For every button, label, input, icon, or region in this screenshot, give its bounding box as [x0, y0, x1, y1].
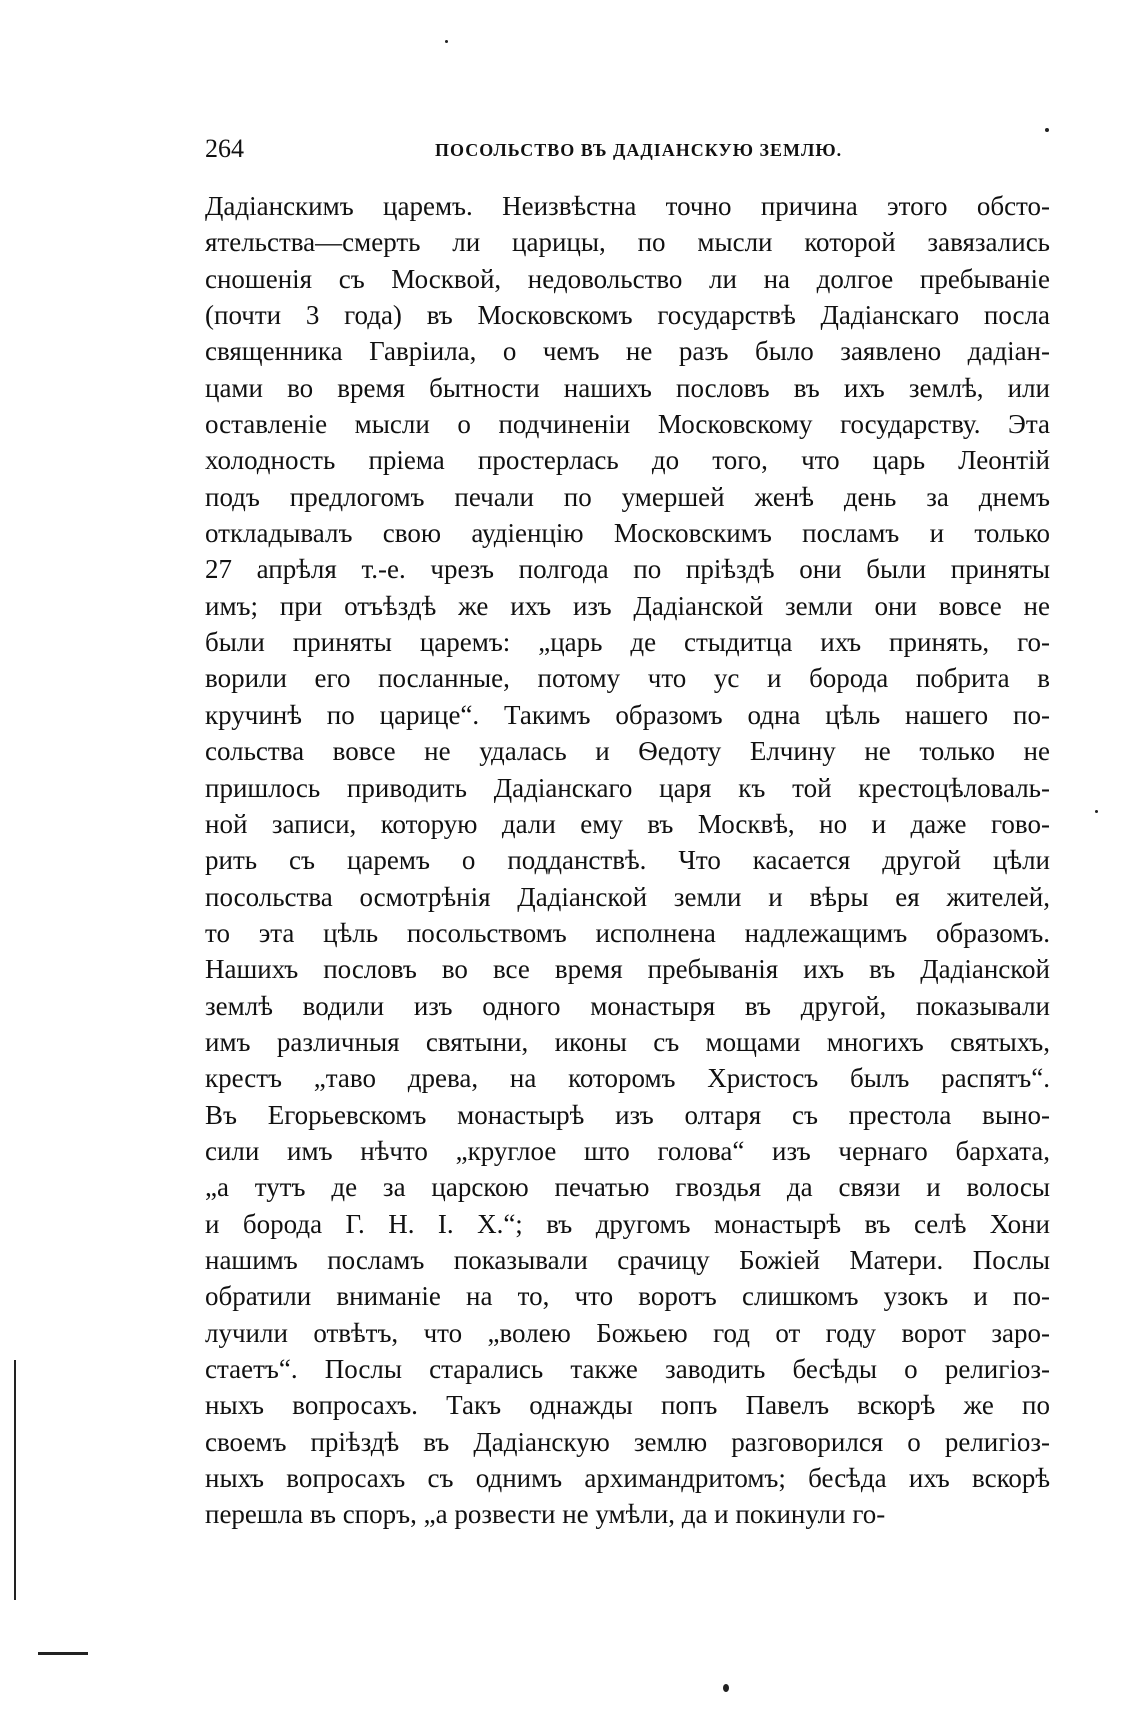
text-line: ворили его посланные, потому что ус и борода побрита в — [205, 663, 1050, 694]
text-line: были приняты царемъ: „царь де стыдитца ихъ принять, го- — [205, 627, 1050, 658]
page-number: 264 — [205, 134, 244, 163]
running-title: ПОСОЛЬСТВО ВЪ ДАДІАНСКУЮ ЗЕМЛЮ. — [435, 140, 843, 160]
text-line: посольства осмотрѣнія Дадіанской земли и вѣры ея жителей, — [205, 881, 1050, 912]
text-line: рить съ царемъ о подданствѣ. Что касается другой цѣли — [205, 845, 1050, 876]
text-line: то эта цѣль посольствомъ исполнена надлежащимъ образомъ. — [205, 917, 1050, 948]
scan-speck — [723, 1684, 729, 1692]
text-line: ятельства—смерть ли царицы, по мысли которой завязались — [205, 227, 1050, 258]
text-line: лучили отвѣтъ, что „волею Божьею год от году ворот заро- — [205, 1317, 1050, 1348]
text-line: Въ Егорьевскомъ монастырѣ изъ олтаря съ престола выно- — [205, 1099, 1050, 1130]
text-line: пришлось приводить Дадіанскаго царя къ той крестоцѣловаль- — [205, 772, 1050, 803]
text-line: землѣ водили изъ одного монастыря въ другой, показывали — [205, 990, 1050, 1021]
text-line: холодность пріема простерлась до того, что царь Леонтій — [205, 445, 1050, 476]
text-line: Дадіанскимъ царемъ. Неизвѣстна точно причина этого обсто- — [205, 191, 1050, 221]
text-line: своемъ пріѣздѣ въ Дадіанскую землю разговорился о религіоз- — [205, 1426, 1050, 1457]
text-line: ныхъ вопросахъ. Такъ однажды попъ Павелъ вскорѣ же по — [205, 1390, 1050, 1421]
text-line: нашимъ посламъ показывали срачицу Божіей Матери. Послы — [205, 1244, 1050, 1275]
text-line: „а тутъ де за царскою печатью гвоздья да связи и волосы — [205, 1172, 1050, 1203]
text-line: обратили вниманіе на то, что воротъ слишкомъ узокъ и по- — [205, 1281, 1050, 1312]
text-line: сношенія съ Москвой, недовольство ли на долгое пребываніе — [205, 263, 1050, 294]
text-line: стаетъ“. Послы старались также заводить бесѣды о религіоз- — [205, 1354, 1050, 1384]
text-line: 27 апрѣля т.-е. чрезъ полгода по пріѣздѣ они были приняты — [205, 554, 1050, 585]
text-line: кручинѣ по царице“. Такимъ образомъ одна цѣль нашего по- — [205, 699, 1050, 730]
text-line: сольства вовсе не удалась и Ѳедоту Елчину не только не — [205, 736, 1050, 767]
body-text — [205, 188, 1050, 1533]
text-line: имъ; при отъѣздѣ же ихъ изъ Дадіанской земли они вовсе не — [205, 590, 1050, 621]
text-line: Нашихъ пословъ во все время пребыванія ихъ въ Дадіанской — [205, 954, 1050, 985]
text-line: крестъ „таво древа, на которомъ Христосъ былъ распятъ“. — [205, 1063, 1050, 1094]
text-line: (почти 3 года) въ Московскомъ государствѣ Дадіанскаго посла — [205, 300, 1050, 331]
text-line: ныхъ вопросахъ съ однимъ архимандритомъ; бесѣда ихъ вскорѣ — [205, 1463, 1050, 1494]
scan-speck — [1045, 128, 1049, 132]
scan-speck — [445, 40, 448, 43]
text-line: ной записи, которую дали ему въ Москвѣ, но и даже гово- — [205, 808, 1050, 839]
scan-speck — [1095, 810, 1098, 813]
text-line: священника Гавріила, о чемъ не разъ было заявлено дадіан- — [205, 336, 1050, 367]
text-line: оставленіе мысли о подчиненіи Московскому государству. Эта — [205, 409, 1050, 440]
text-line: откладывалъ свою аудіенцію Московскимъ посламъ и только — [205, 518, 1050, 549]
scan-margin-rule — [14, 1360, 16, 1600]
text-line: подъ предлогомъ печали по умершей женѣ день за днемъ — [205, 481, 1050, 512]
text-line: имъ различныя святыни, иконы съ мощами многихъ святыхъ, — [205, 1026, 1050, 1057]
text-line: и борода Г. Н. І. Х.“; въ другомъ монастырѣ въ селѣ Хони — [205, 1208, 1050, 1239]
text-line: цами во время бытности нашихъ пословъ въ ихъ землѣ, или — [205, 372, 1050, 403]
text-line: сили имъ нѣчто „круглое што голова“ изъ чернаго бархата, — [205, 1135, 1050, 1166]
running-head — [205, 132, 1045, 166]
scan-margin-dash — [38, 1652, 88, 1655]
text-line: перешла въ споръ, „а розвести не умѣли, да и покинули го- — [205, 1499, 886, 1530]
